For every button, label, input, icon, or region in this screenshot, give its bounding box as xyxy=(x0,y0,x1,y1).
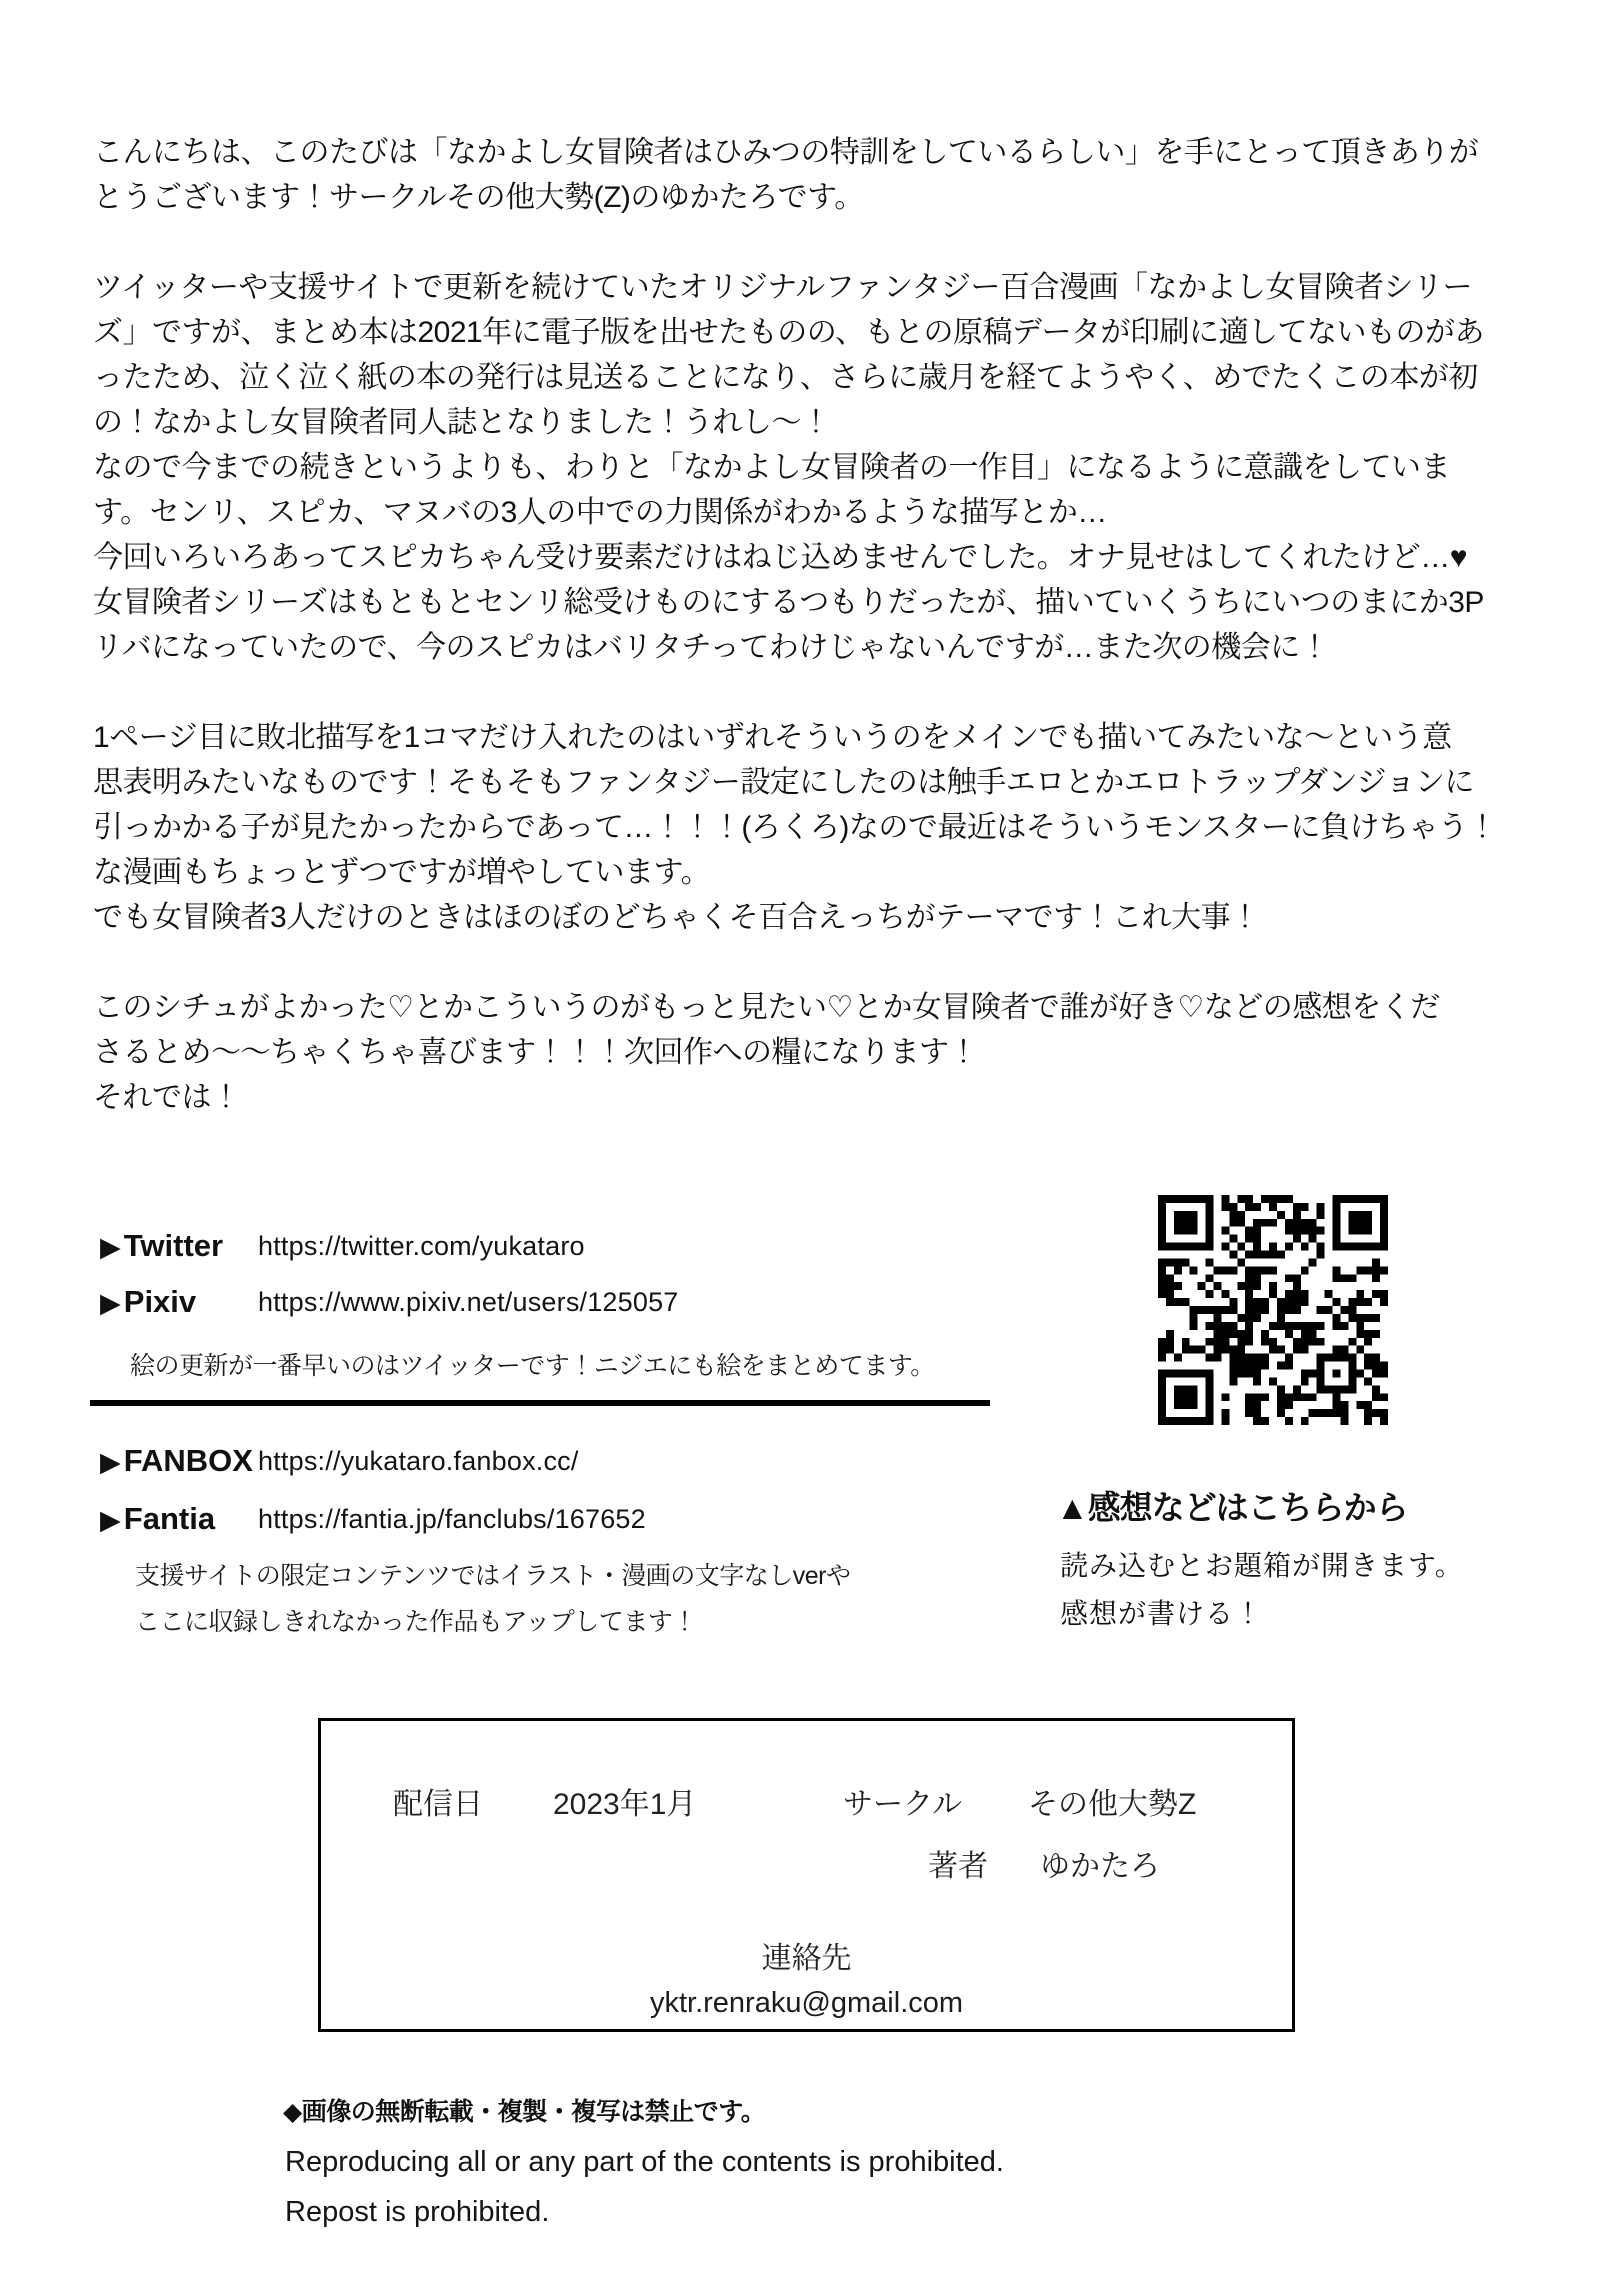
body-line: 1ページ目に敗北描写を1コマだけ入れたのはいずれそういうのをメインでも描いてみたいな〜という意 xyxy=(93,721,1452,754)
body-line: 思表明みたいなものです！そもそもファンタジー設定にしたのは触手エロとかエロトラップダンジョンに xyxy=(93,766,1474,799)
triangle-right-icon: ▶ xyxy=(100,1505,121,1535)
twitter-note: 絵の更新が一番早いのはツイッターです！ニジエにも絵をまとめてます。 xyxy=(130,1352,935,1380)
body-line: ズ」ですが、まとめ本は2021年に電子版を出せたものの、もとの原稿データが印刷に適してないものがあ xyxy=(93,316,1485,349)
copyright-notice-en-line1: Reproducing all or any part of the contents is prohibited. xyxy=(285,2146,1004,2178)
circle-value: その他大勢Z xyxy=(1028,1788,1197,1821)
contact-label: 連絡先 xyxy=(761,1942,852,1975)
body-line: さるとめ〜〜ちゃくちゃ喜びます！！！次回作への糧になります！ xyxy=(93,1036,978,1069)
fantia-label: ▶Fantia xyxy=(100,1501,216,1536)
support-note-line2: ここに収録しきれなかった作品もアップしてます！ xyxy=(135,1608,697,1636)
author-label: 著者 xyxy=(928,1850,988,1883)
body-line: 女冒険者シリーズはもともとセンリ総受けものにするつもりだったが、描いていくうちにいつのまにか3P xyxy=(93,586,1484,619)
support-note-line1: 支援サイトの限定コンテンツではイラスト・漫画の文字なしverや xyxy=(135,1562,851,1590)
pixiv-url[interactable]: https://www.pixiv.net/users/125057 xyxy=(258,1287,679,1317)
body-line: このシチュがよかった♡とかこういうのがもっと見たい♡とか女冒険者で誰が好き♡などの感想をくだ xyxy=(93,991,1440,1024)
body-line: こんにちは、このたびは「なかよし女冒険者はひみつの特訓をしているらしい」を手にとって頂きありが xyxy=(93,136,1479,169)
section-divider xyxy=(90,1400,990,1406)
publish-date-value: 2023年1月 xyxy=(553,1788,697,1821)
body-paragraph xyxy=(93,715,1538,940)
copyright-notice-en-line2: Repost is prohibited. xyxy=(285,2196,550,2228)
body-line: ツイッターや支援サイトで更新を続けていたオリジナルファンタジー百合漫画「なかよし女冒険者シリー xyxy=(93,271,1472,304)
body-line: な漫画もちょっとずつですが増やしています。 xyxy=(93,856,711,889)
body-line: の！なかよし女冒険者同人誌となりました！うれし〜！ xyxy=(93,406,831,439)
author-value: ゆかたろ xyxy=(1040,1850,1160,1883)
twitter-label: ▶Twitter xyxy=(100,1228,224,1263)
body-paragraph xyxy=(93,130,1538,220)
body-line: リバになっていたので、今のスピカはバリタチってわけじゃないんですが…また次の機会に！ xyxy=(93,631,1330,664)
circle-label: サークル xyxy=(843,1788,963,1821)
pixiv-label: ▶Pixiv xyxy=(100,1284,197,1319)
contact-email[interactable]: yktr.renraku@gmail.com xyxy=(649,1987,964,2019)
triangle-right-icon: ▶ xyxy=(100,1288,121,1318)
qr-caption: ▲感想などはこちらから xyxy=(1056,1489,1408,1526)
body-line: ったため、泣く泣く紙の本の発行は見送ることになり、さらに歳月を経てようやく、めでたくこの本が初 xyxy=(93,361,1478,394)
fanbox-url[interactable]: https://yukataro.fanbox.cc/ xyxy=(258,1446,579,1476)
colophon-box xyxy=(318,1718,1295,2032)
afterword-text xyxy=(93,130,1538,1165)
triangle-right-icon: ▶ xyxy=(100,1447,121,1477)
qr-code xyxy=(1158,1195,1388,1425)
body-line: 今回いろいろあってスピカちゃん受け要素だけはねじ込めませんでした。オナ見せはしてくれたけど…♥ xyxy=(93,541,1468,574)
fantia-url[interactable]: https://fantia.jp/fanclubs/167652 xyxy=(258,1504,646,1534)
publish-date-label: 配信日 xyxy=(393,1788,483,1821)
body-line: す。センリ、スピカ、マヌバの3人の中での力関係がわかるような描写とか… xyxy=(93,496,1107,529)
copyright-notice-jp: ◆画像の無断転載・複製・複写は禁止です。 xyxy=(283,2098,766,2126)
twitter-url[interactable]: https://twitter.com/yukataro xyxy=(258,1231,585,1261)
triangle-right-icon: ▶ xyxy=(100,1232,121,1262)
body-line: 引っかかる子が見たかったからであって…！！！(ろくろ)なので最近はそういうモンスターに負けちゃう！ xyxy=(93,811,1497,844)
body-line: でも女冒険者3人だけのときはほのぼのどちゃくそ百合えっちがテーマです！これ大事！ xyxy=(93,901,1260,934)
body-line: それでは！ xyxy=(93,1081,241,1114)
body-line: とうございます！サークルその他大勢(Z)のゆかたろです。 xyxy=(93,181,864,214)
qr-description-line1: 読み込むとお題箱が開きます。 xyxy=(1060,1550,1464,1581)
body-paragraph xyxy=(93,265,1538,670)
body-paragraph xyxy=(93,985,1538,1120)
qr-description-line2: 感想が書ける！ xyxy=(1060,1598,1264,1629)
fanbox-label: ▶FANBOX xyxy=(100,1443,253,1478)
body-line: なので今までの続きというよりも、わりと「なかよし女冒険者の一作目」になるように意識をしていま xyxy=(93,451,1450,484)
sns-links-section xyxy=(100,1228,1050,1658)
